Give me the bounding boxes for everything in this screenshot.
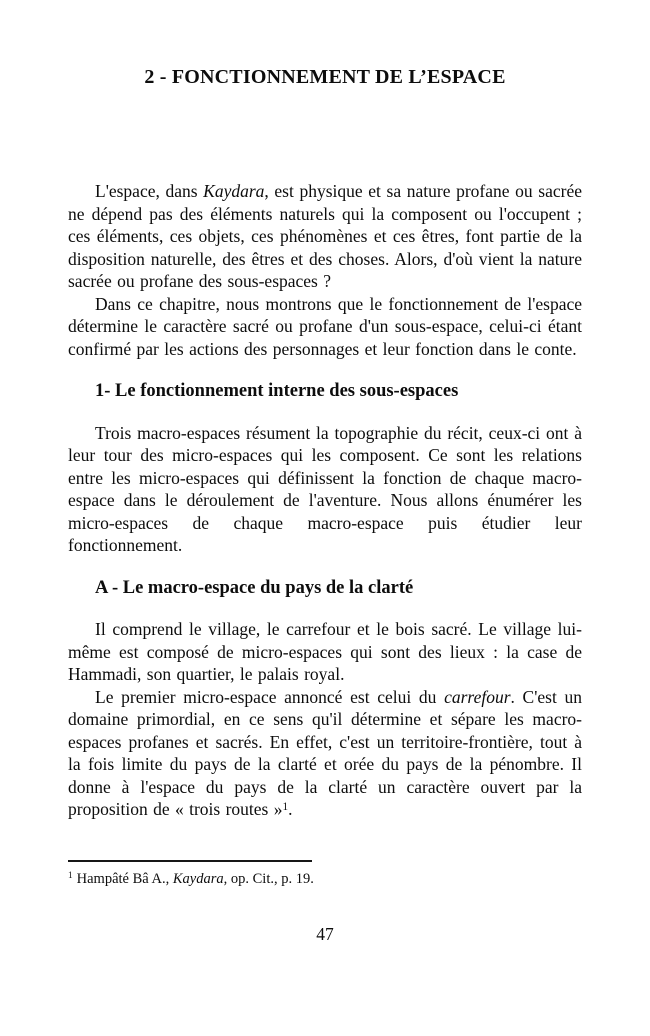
paragraph-trois-macro-espaces <box>68 422 582 557</box>
text-segment: , op. Cit., p. 19. <box>223 870 314 887</box>
paragraph-chapitre-montrons <box>68 293 582 361</box>
text-segment: . <box>288 799 293 819</box>
text-segment: Le premier micro-espace annoncé est celui du <box>95 686 445 707</box>
page-number: 47 <box>316 923 334 944</box>
chapter-title: 2 - FONCTIONNEMENT DE L’ESPACE <box>144 66 506 88</box>
italic-text-segment: Kaydara <box>172 870 224 887</box>
footnote-reference-mark: 1 <box>68 871 73 882</box>
text-segment: , est physique et sa nature profane ou sacrée ne dépend pas des éléments naturels qui la composent ou l'occupent ; ces éléments, ces objets, ces phénomènes et ces êtres, font partie de la disposition naturelle, des êtres et des choses. Alors, d'où vient la nature sacrée ou profane des sous-espaces ? <box>68 181 582 291</box>
paragraph-espace-nature <box>68 180 582 293</box>
footnote-separator-rule <box>68 860 312 862</box>
paragraph-premier-micro-espace <box>68 686 582 824</box>
text-segment: Hampâté Bâ A., <box>76 870 173 887</box>
text-segment: Dans ce chapitre, nous montrons que le fonctionnement de l'espace détermine le caractère sacré ou profane d'un sous-espace, celui-ci étant confirmé par les actions des personnages et leur fonction dans le conte. <box>68 293 582 359</box>
section-heading-fonctionnement-interne: 1- Le fonctionnement interne des sous-espaces <box>95 381 459 401</box>
text-segment: L'espace, dans <box>95 181 204 201</box>
text-segment: . C'est un domaine primordial, en ce sens qu'il détermine et sépare les macro-espaces profanes et sacrés. En effet, c'est un territoire-frontière, tout à la fois limite du pays de la clarté et orée du pays de la pénombre. Il donne à l'espace du pays de la clarté un caractère ouvert par la proposition de « trois routes » <box>68 686 582 819</box>
section-heading-macro-espace-clarte: A - Le macro-espace du pays de la clarté <box>95 577 414 598</box>
footnote-citation <box>68 870 582 891</box>
footnote-reference-mark: 1 <box>282 800 289 813</box>
text-segment: Il comprend le village, le carrefour et le bois sacré. Le village lui-même est composé de micro-espaces qui sont des lieux : la case de Hammadi, son quartier, le palais royal. <box>68 619 582 684</box>
paragraph-il-comprend-village <box>68 618 582 686</box>
italic-text-segment: Kaydara <box>203 181 265 201</box>
italic-text-segment: carrefour <box>444 686 511 707</box>
text-segment: Trois macro-espaces résument la topographie du récit, ceux-ci ont à leur tour des micro-espaces qui les composent. Ce sont les relations entre les micro-espaces qui définissent la fonction de chaque macro-espace dans le déroulement de l'aventure. Nous allons énumérer les micro-espaces de chaque macro-espace puis étudier leur fonctionnement. <box>68 422 582 555</box>
